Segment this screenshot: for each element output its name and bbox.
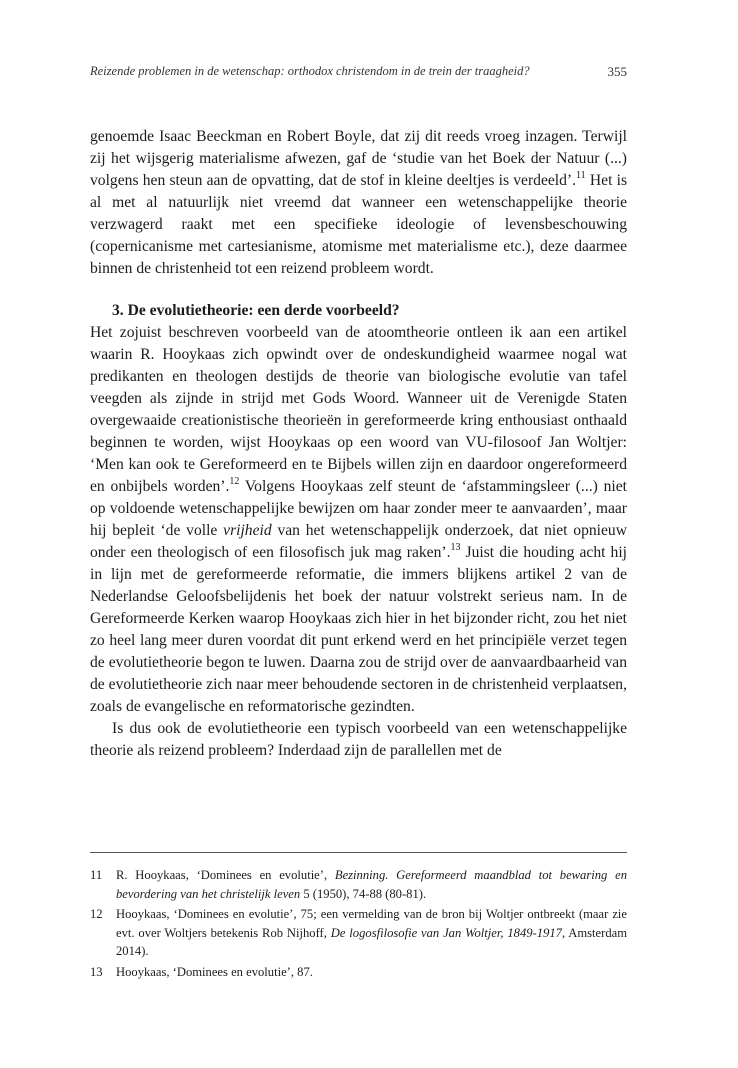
footnote-text: R. Hooykaas, ‘Dominees en evolutie’, (116, 868, 335, 882)
footnote-ref-12[interactable]: 12 (229, 475, 240, 487)
paragraph-1 (90, 126, 627, 280)
footnote-11 (90, 866, 627, 903)
footnote-number: 12 (90, 907, 103, 921)
paragraph-2-emphasis: vrijheid (223, 522, 272, 539)
paragraph-1-text-b: Het is al met al natuurlijk niet vreemd dat wanneer een wetenschappelijke theorie verzwagerd raakt met een specifieke ideologie of levensbeschouwing (copernicanisme met cartesianisme, atomisme met materialisme etc.), deze daarmee binnen de christenheid tot een reizend probleem wordt. (90, 172, 628, 277)
footnote-ref-11[interactable]: 11 (576, 169, 586, 181)
footnote-text: Hooykaas, ‘Dominees en evolutie’, 87. (116, 964, 313, 979)
footnote-divider (90, 852, 627, 853)
paragraph-2-text-a: Het zojuist beschreven voorbeeld van de atoomtheorie ontleen ik aan een artikel waarin R. Hooykaas zich opwindt over de ondeskundigheid waarmee nogal wat predikanten en theologen destijds de theorie van biologische evolutie van tafel veegden als zijnde in strijd met Gods Woord. Wanneer uit de Verenigde Staten overgewaaide creationistische theorieën in gereformeerde kring enthousiast onthaald beginnen te worden, wijst Hooykaas op een woord van VU-filosoof Jan Woltjer: ‘Men kan ook te Gereformeerd en te Bijbels willen zijn en daardoor ongereformeerd en onbijbels worden’. (90, 324, 627, 495)
footnote-title: De logosfilosofie van Jan Woltjer, 1849-1917 (330, 925, 562, 940)
section-heading: 3. De evolutietheorie: een derde voorbeeld? (112, 302, 400, 319)
footnote-number: 13 (90, 964, 103, 979)
footnote-text: 5 (1950), 74-88 (80-81). (300, 886, 427, 901)
paragraph-3: Is dus ook de evolutietheorie een typisch voorbeeld van een wetenschappelijke theorie als reizend probleem? Inderdaad zijn de parallellen met de (90, 720, 627, 759)
paragraph-2-text-d: Juist die houding acht hij in lijn met de gereformeerde reformatie, die immers blijkens artikel 2 van de Nederlandse Geloofsbelijdenis het boek der natuur volstrekt serieus nam. In de Gereformeerde Kerken waarop Hooykaas zich hier in het bijzonder richt, zou het niet zo heel lang meer duren voordat dit punt erkend werd en het principiële verzet tegen de evolutietheorie begon te luwen. Daarna zou de strijd over de aanvaardbaarheid van de evolutietheorie zich naar meer behoudende sectoren in de christenheid verplaatsen, zoals de evangelische en reformatorische gezindten. (90, 544, 627, 715)
footnote-12 (90, 905, 627, 961)
footnote-number: 11 (90, 868, 103, 882)
main-text (90, 126, 627, 762)
footnotes (90, 866, 627, 983)
footnote-title: Bezinning. Gereformeerd maandblad tot bewaring en bevordering van het christelijk leven (116, 868, 627, 901)
paragraph-2-text-b: Volgens Hooykaas zelf steunt de ‘afstammingsleer (...) niet op voldoende wetenschappelijke bewijzen om haar zonder meer te aanvaarden’, maar hij bepleit ‘de volle (90, 478, 628, 539)
footnote-text: Hooykaas, ‘Dominees en evolutie’, 75; een vermelding van de bron bij Woltjer ontbreekt (maar zie evt. over Woltjers betekenis Rob Nijhoff, (116, 907, 627, 940)
paragraph-2 (90, 322, 627, 718)
footnote-text: , Amsterdam 2014). (116, 925, 628, 958)
paragraph-2-text-c: van het wetenschappelijk onderzoek, dat niet opnieuw onder een theologisch of een filosofisch juk mag raken’. (90, 522, 627, 561)
page-number: 355 (607, 64, 627, 79)
running-head (90, 64, 627, 79)
paragraph-1-text-a: genoemde Isaac Beeckman en Robert Boyle, dat zij dit reeds vroeg inzagen. Terwijl zij het wijsgerig materialisme afwezen, gaf de ‘studie van het Boek der Natuur (...) volgens hen steun aan de opvatting, dat de stof in kleine deeltjes is verdeeld’. (90, 128, 627, 189)
footnote-ref-13[interactable]: 13 (450, 541, 461, 553)
footnote-13 (90, 963, 627, 982)
running-title: Reizende problemen in de wetenschap: orthodox christendom in de trein der traagheid? (90, 64, 530, 78)
